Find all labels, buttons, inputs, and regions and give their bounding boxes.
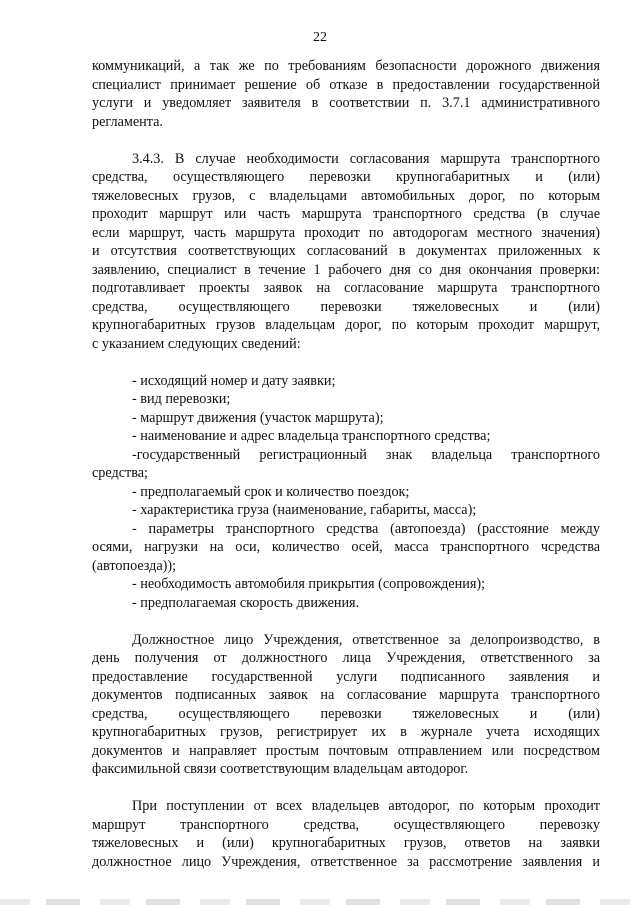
list-item — [92, 501, 600, 520]
text-line: и отсутствия соответствующих согласований в документах приложенных к — [92, 243, 600, 259]
list-item-line: осями, нагрузки на оси, количество осей, масса транспортного чсредства — [92, 539, 600, 555]
text-line: тяжеловесных и (или) крупногабаритных грузов, ответов на заявки — [92, 835, 600, 851]
text-line: крупногабаритных грузов владельцам дорог, по которым проходит маршрут, — [92, 317, 600, 333]
list-item-line: (автопоезда)); — [92, 557, 177, 574]
list-item — [92, 446, 600, 483]
text-line: специалист принимает решение об отказе в предоставлении государственной — [92, 76, 600, 93]
text-line: Должностное лицо Учреждения, ответственное за делопроизводство, в — [132, 631, 600, 648]
text-line: день получения от должностного лица Учреждения, ответственного за — [92, 650, 600, 666]
text-line: с указанием следующих сведений: — [92, 335, 301, 352]
list-item-line: -государственный регистрационный знак владельца транспортного — [132, 446, 600, 463]
list-item-line: средства; — [92, 465, 148, 481]
paragraph — [92, 57, 600, 131]
text-line: услуги и уведомляет заявителя в соответствии п. 3.7.1 административного — [92, 95, 600, 111]
list-item-line: - характеристика груза (наименование, габариты, масса); — [132, 502, 477, 518]
paragraph-gap — [92, 612, 600, 631]
list-item-line: - предполагаемая скорость движения. — [132, 594, 360, 611]
paragraph — [92, 631, 600, 779]
text-line: проходит маршрут или часть маршрута транспортного средства (в случае — [92, 206, 600, 222]
text-line: должностное лицо Учреждения, ответственное за рассмотрение заявления и — [92, 853, 600, 870]
list-item-line: - исходящий номер и дату заявки; — [132, 372, 336, 389]
text-line: 3.4.3. В случае необходимости согласования маршрута транспортного — [132, 150, 600, 167]
list-item-line: - параметры транспортного средства (автопоезда) (расстояние между — [132, 520, 600, 537]
paragraph-gap — [92, 131, 600, 150]
list-item-line: - предполагаемый срок и количество поездок; — [132, 483, 410, 500]
paragraph — [92, 797, 600, 871]
list-item — [92, 520, 600, 576]
text-line: средства, осуществляющего перевозки крупногабаритных и (или) — [92, 169, 600, 185]
text-line: документов подписанных заявок на согласование маршрута транспортного — [92, 687, 600, 703]
paragraph-gap — [92, 779, 600, 798]
list-item — [92, 390, 600, 409]
list-item — [92, 483, 600, 502]
text-line: предоставление государственной услуги подписанного заявления и — [92, 668, 600, 685]
list-item — [92, 575, 600, 594]
list-item — [92, 427, 600, 446]
list-item — [92, 409, 600, 428]
list-item — [92, 372, 600, 391]
list-item — [92, 594, 600, 613]
scan-edge-artifact — [0, 899, 640, 905]
document-body — [92, 57, 600, 871]
page-number: 22 — [313, 30, 327, 45]
text-line: подготавливает проекты заявок на согласование маршрута транспортного — [92, 280, 600, 296]
text-line: коммуникаций, а так же по требованиям безопасности дорожного движения — [92, 58, 600, 74]
text-line: При поступлении от всех владельцев автодорог, по которым проходит — [132, 798, 600, 814]
list-item-line: - необходимость автомобиля прикрытия (сопровождения); — [132, 576, 486, 592]
text-line: заявлению, специалист в течение 1 рабочего дня со дня окончания проверки: — [92, 261, 600, 278]
paragraph-gap — [92, 353, 600, 372]
list-item-line: - вид перевозки; — [132, 391, 231, 407]
text-line: факсимильной связи соответствующим владельцам автодорог. — [92, 761, 469, 777]
text-line: маршрут транспортного средства, осуществляющего перевозку — [92, 816, 600, 833]
text-line: тяжеловесных грузов, с владельцами автомобильных дорог, по которым — [92, 187, 600, 204]
text-line: документов и направляет простым почтовым отправлением или посредством — [92, 742, 600, 759]
paragraph — [92, 150, 600, 354]
list-item-line: - наименование и адрес владельца транспортного средства; — [132, 428, 491, 444]
text-line: регламента. — [92, 113, 163, 130]
text-line: если маршрут, часть маршрута проходит по автодорогам местного значения) — [92, 224, 600, 241]
text-line: средства, осуществляющего перевозки тяжеловесных и (или) — [92, 298, 600, 315]
text-line: крупногабаритных грузов, регистрирует их в журнале учета исходящих — [92, 724, 600, 740]
list-item-line: - маршрут движения (участок маршрута); — [132, 409, 384, 426]
requirements-list — [92, 372, 600, 613]
text-line: средства, осуществляющего перевозки тяжеловесных и (или) — [92, 705, 600, 722]
